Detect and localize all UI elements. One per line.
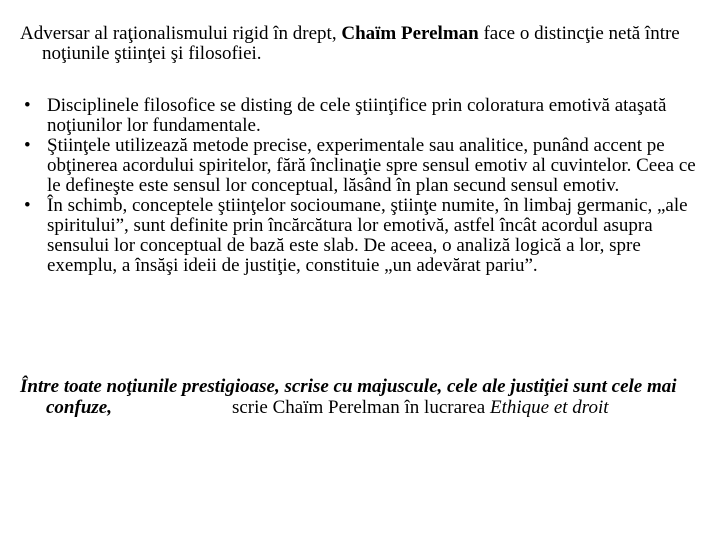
bullet-text: Disciplinele filosofice se disting de cele ştiinţifice prin coloratura emotivă ataşată noţiunilor lor fundamentale. xyxy=(47,95,667,136)
intro-text-before: Adversar al raţionalismului rigid în drept, xyxy=(20,23,342,44)
bullet-text: Ştiinţele utilizează metode precise, experimentale sau analitice, punând accent pe obţinerea acordului spiritelor, fără înclinaţie spre sensul emotiv al cuvintelor. Ceea ce le defineşte este sensul lor conceptual, lăsând în plan secund sensul emotiv. xyxy=(47,135,696,196)
intro-paragraph xyxy=(20,24,720,64)
bullet-marker: • xyxy=(24,195,31,216)
bullet-item xyxy=(20,136,700,196)
author-name: Chaïm Perelman xyxy=(341,23,479,44)
quote-paragraph xyxy=(20,376,720,418)
bullet-text: În schimb, conceptele ştiinţelor socioumane, ştiinţe numite, în limbaj germanic, „ale spiritului”, sunt definite prin încărcătura lor emotivă, astfel încât acordul asupra sensului lor conceptual de bază este slab. De aceea, o analiză logică a lor, spre exemplu, a însăşi ideii de justiţie, constituie „un adevărat pariu”. xyxy=(47,195,688,276)
book-title: Ethique et droit xyxy=(489,397,609,418)
intro-text-after: face o distincţie netă între noţiunile ştiinţei şi filosofiei. xyxy=(42,23,680,64)
bullet-item xyxy=(20,96,700,136)
bullet-marker: • xyxy=(24,95,31,116)
bullet-marker: • xyxy=(24,135,31,156)
bullet-list xyxy=(20,96,700,276)
quote-attribution: scrie Chaïm Perelman în lucrarea xyxy=(231,397,486,418)
quote-emphasis: Între toate noţiunile prestigioase, scrise cu majuscule, cele ale justiţiei sunt cele mai confuze, xyxy=(20,376,677,418)
bullet-item xyxy=(20,196,700,276)
